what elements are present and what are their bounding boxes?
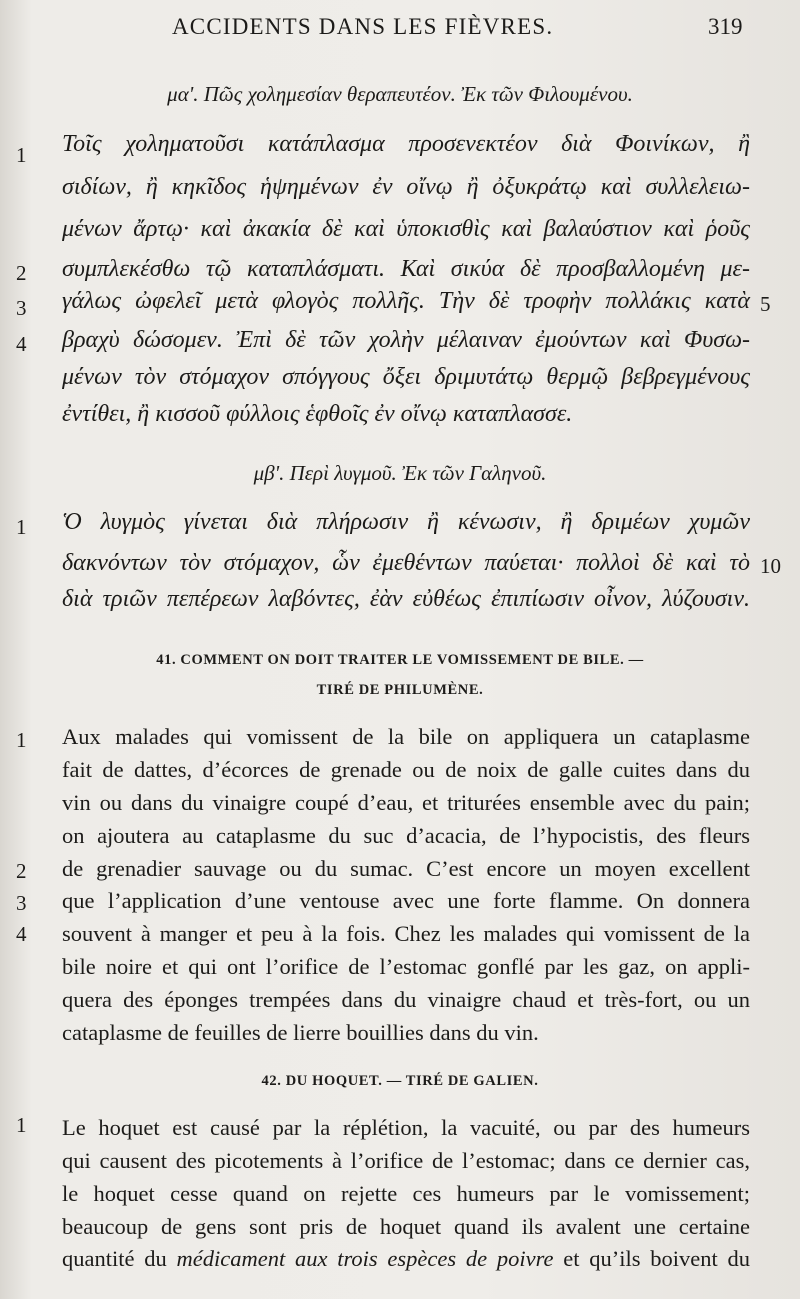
french-line: quera des éponges trempées dans du vinaigre chaud et très-fort, ou un xyxy=(62,987,750,1012)
line-number: 3 xyxy=(16,891,27,915)
greek-chapter-42-heading: μβ'. Περὶ λυγμοῦ. Ἐκ τῶν Γαληνοῦ. xyxy=(253,461,547,485)
french-line: que l’application d’une ventouse avec une forte flamme. On donnera xyxy=(62,888,750,913)
greek-line: ἐντίθει, ἢ κισσοῦ φύλλοις ἑφθοῖς ἐν οἴνῳ καταπλασσε. xyxy=(62,401,573,427)
running-head: ACCIDENTS DANS LES FIÈVRES. xyxy=(172,14,554,39)
french-line-last xyxy=(62,1246,750,1272)
french-line: on ajoutera au cataplasme du suc d’acacia, de l’hypocistis, des fleurs xyxy=(62,823,750,848)
greek-line: συμπλεκέσθω τῷ καταπλάσματι. Καὶ σικύα δὲ προσβαλλομένη με- xyxy=(62,256,750,282)
line-number: 1 xyxy=(16,143,27,167)
line-number: 2 xyxy=(16,859,27,883)
greek-line: Τοῖς χοληματοῦσι κατάπλασμα προσενεκτέον διὰ Φοινίκων, ἢ xyxy=(62,131,750,157)
greek-line: γάλως ὠφελεῖ μετὰ φλογὸς πολλῆς. Τὴν δὲ τροφὴν πολλάκις κατὰ xyxy=(62,288,750,314)
page-header xyxy=(0,14,800,44)
greek-line: Ὁ λυγμὸς γίνεται διὰ πλήρωσιν ἢ κένωσιν, ἢ δριμέων χυμῶν xyxy=(62,509,750,535)
french-line: le hoquet cesse quand on rejette ces humeurs par le vomissement; xyxy=(62,1181,750,1206)
margin-line-count: 5 xyxy=(760,292,771,316)
french-line: de grenadier sauvage ou du sumac. C’est encore un moyen excellent xyxy=(62,856,750,881)
italic-term: médicament aux trois espèces de poivre xyxy=(176,1246,554,1271)
text-run: et qu’ils boivent du xyxy=(553,1246,751,1271)
french-line: souvent à manger et peu à la fois. Chez les malades qui vomissent de la xyxy=(62,921,750,946)
line-number: 2 xyxy=(16,261,27,285)
line-number: 1 xyxy=(16,515,27,539)
french-line: bile noire et qui ont l’orifice de l’estomac gonflé par les gaz, on appli- xyxy=(62,954,750,979)
french-line: beaucoup de gens sont pris de hoquet quand ils avalent une certaine xyxy=(62,1214,750,1239)
french-chapter-41-heading: 41. COMMENT ON DOIT TRAITER LE VOMISSEMENT DE BILE. — xyxy=(156,652,644,668)
french-chapter-42-heading: 42. DU HOQUET. — TIRÉ DE GALIEN. xyxy=(261,1073,539,1089)
french-line: Le hoquet est causé par la réplétion, la vacuité, ou par des humeurs xyxy=(62,1115,750,1140)
greek-line: μένων ἄρτῳ· καὶ ἀκακία δὲ καὶ ὑποκισθὶς καὶ βαλαύστιον καὶ ῥοῦς xyxy=(62,216,750,242)
greek-line: διὰ τριῶν πεπέρεων λαβόντες, ἐὰν εὐθέως ἐπιπίωσιν οἶνον, λύζουσιν. xyxy=(62,586,750,612)
text-run: quantité du xyxy=(62,1246,177,1271)
line-number: 1 xyxy=(16,728,27,752)
line-number: 4 xyxy=(16,332,27,356)
french-line: qui causent des picotements à l’orifice de l’estomac; dans ce dernier cas, xyxy=(62,1148,750,1173)
greek-line: δακνόντων τὸν στόμαχον, ὧν ἐμεθέντων παύεται· πολλοὶ δὲ καὶ τὸ xyxy=(62,550,750,576)
greek-line: μένων τὸν στόμαχον σπόγγους ὄξει δριμυτάτῳ θερμῷ βεβρεγμένους xyxy=(62,364,750,390)
french-line: cataplasme de feuilles de lierre bouillies dans du vin. xyxy=(62,1020,539,1045)
line-number: 3 xyxy=(16,296,27,320)
greek-line: σιδίων, ἢ κηκῖδος ἡψημένων ἐν οἴνῳ ἢ ὀξυκράτῳ καὶ συλλελειω- xyxy=(62,174,750,200)
french-line: Aux malades qui vomissent de la bile on appliquera un cataplasme xyxy=(62,724,750,749)
french-chapter-41-heading-source: TIRÉ DE PHILUMÈNE. xyxy=(316,682,484,698)
line-number: 1 xyxy=(16,1113,27,1137)
page-number: 319 xyxy=(708,14,743,39)
margin-line-count: 10 xyxy=(760,554,781,578)
greek-chapter-41-heading: μα'. Πῶς χολημεσίαν θεραπευτέον. Ἐκ τῶν Φιλουμένου. xyxy=(167,82,633,106)
french-line: vin ou dans du vinaigre coupé d’eau, et triturées ensemble avec du pain; xyxy=(62,790,750,815)
line-number: 4 xyxy=(16,922,27,946)
greek-line: βραχὺ δώσομεν. Ἐπὶ δὲ τῶν χολὴν μέλαιναν ἐμούντων καὶ Φυσω- xyxy=(62,327,750,353)
french-line: fait de dattes, d’écorces de grenade ou de noix de galle cuites dans du xyxy=(62,757,750,782)
